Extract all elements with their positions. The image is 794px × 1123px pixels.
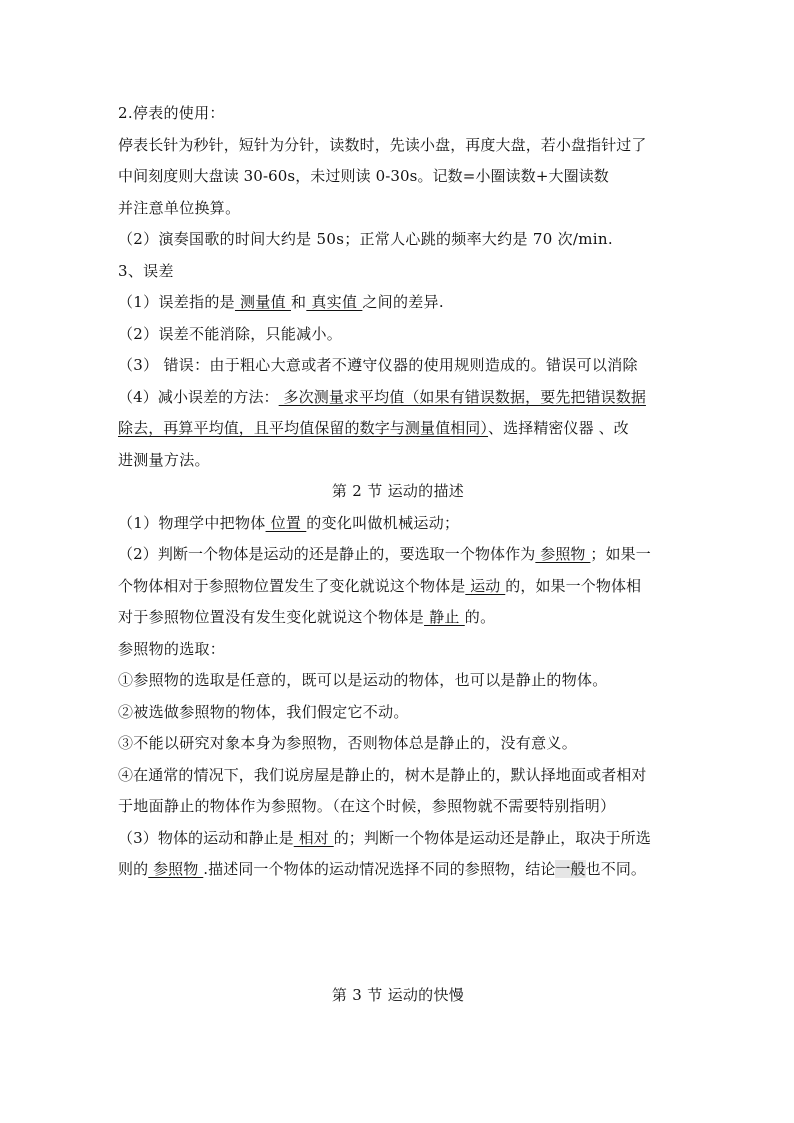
reference-rule-3: ③不能以研究对象本身为参照物，否则物体总是静止的，没有意义。 [118,734,578,752]
stopwatch-line-4: （2）演奏国歌的时间大约是 50s；正常人心跳的频率大约是 70 次/min. [118,230,613,248]
reference-rule-4-line-2: 于地面静止的物体作为参照物。（在这个时候，参照物就不需要特别指明） [118,797,616,815]
error-item-3: （3） 错误：由于粗心大意或者不遵守仪器的使用规则造成的。错误可以消除 [118,356,638,374]
error-item-1-text-a: （1）误差指的是 [118,293,235,311]
error-item-1 [118,287,678,319]
blank-moving: 运动 [465,576,506,595]
error-item-1-text-b: 和 [291,293,307,311]
error-item-4 [118,382,678,414]
stopwatch-line-1: 停表长针为秒针，短针为分针，读数时，先读小盘，再度大盘，若小盘指针过了 [118,135,647,154]
section-2-item-2-text-c: 个物体相对于参照物位置发生了变化就说这个物体是 [118,576,466,595]
section-2-item-3-text-e: 也不同。 [585,860,647,878]
section-2-item-3 [118,823,678,855]
section-2-item-2-text-b: ；如果一 [590,545,651,563]
section-2-item-2-line-2 [118,571,678,603]
section-2-item-2-text-a: （2）判断一个物体是运动的还是静止的，要选取一个物体作为 [118,545,536,563]
section-2-item-3-text-c: 则的 [118,860,149,878]
blank-true-value: 真实值 [306,293,363,311]
error-item-4-line-3: 进测量方法。 [118,450,210,469]
blank-reduce-method-2: 除去，再算平均值，且平均值保留的数字与测量值相同） [118,419,489,437]
error-item-1-text-c: 之间的差异. [362,293,444,311]
section-2-item-2-line-3 [118,602,678,634]
reference-rule-2: ②被选做参照物的物体，我们假定它不动。 [118,702,409,721]
blank-position: 位置 [265,513,307,532]
reference-selection-title: 参照物的选取： [118,639,226,658]
section-2-item-3-line-2 [118,854,678,886]
stopwatch-line-3: 并注意单位换算。 [118,198,241,217]
highlighted-word: 一般 [555,860,586,878]
section-2-item-2-text-f: 的。 [464,608,496,626]
section-2-item-3-text-d: .描述同一个物体的运动情况选择不同的参照物，结论 [203,860,556,878]
reference-rule-4: ④在通常的情况下，我们说房屋是静止的，树木是静止的，默认择地面或者相对 [118,765,647,784]
section-2-item-1-text-a: （1）物理学中把物体 [118,513,266,532]
error-item-4-text-a: （4）减小误差的方法： [118,387,279,406]
section-2-item-2 [118,539,678,571]
section-2-item-3-text-a: （3）物体的运动和静止是 [118,828,294,847]
section-2-item-1 [118,508,678,540]
blank-relative: 相对 [293,828,334,847]
section-3-heading: 第 3 节 运动的快慢 [331,985,465,1004]
section-2-item-3-text-b: 的；判断一个物体是运动还是静止，取决于所选 [333,828,651,847]
error-title: 3、误差 [118,261,174,280]
document-page [118,98,678,1011]
section-spacer [118,886,678,980]
error-item-4-text-b: 、选择精密仪器 、改 [488,419,629,437]
stopwatch-title: 2.停表的使用： [118,104,225,122]
blank-reference-object-2: 参照物 [148,860,204,878]
section-2-item-2-text-d: 的，如果一个物体相 [505,576,642,595]
blank-reduce-method-1: 多次测量求平均值（如果有错误数据，要先把错误数据 [278,387,646,406]
reference-rule-1: ①参照物的选取是任意的，既可以是运动的物体，也可以是静止的物体。 [118,671,608,689]
stopwatch-line-2: 中间刻度则大盘读 30-60s，未过则读 0-30s。记数=小圈读数+大圈读数 [118,167,609,185]
blank-reference-object: 参照物 [535,545,591,563]
error-item-2: （2）误差不能消除，只能减小。 [118,324,343,343]
blank-measured-value: 测量值 [234,293,291,311]
section-2-item-2-text-e: 对于参照物位置没有发生变化就说这个物体是 [118,608,425,626]
error-item-4-line-2 [118,413,678,445]
section-2-heading: 第 2 节 运动的描述 [331,482,465,500]
section-2-item-1-text-b: 的变化叫做机械运动； [306,513,460,532]
blank-stationary: 静止 [424,608,465,626]
